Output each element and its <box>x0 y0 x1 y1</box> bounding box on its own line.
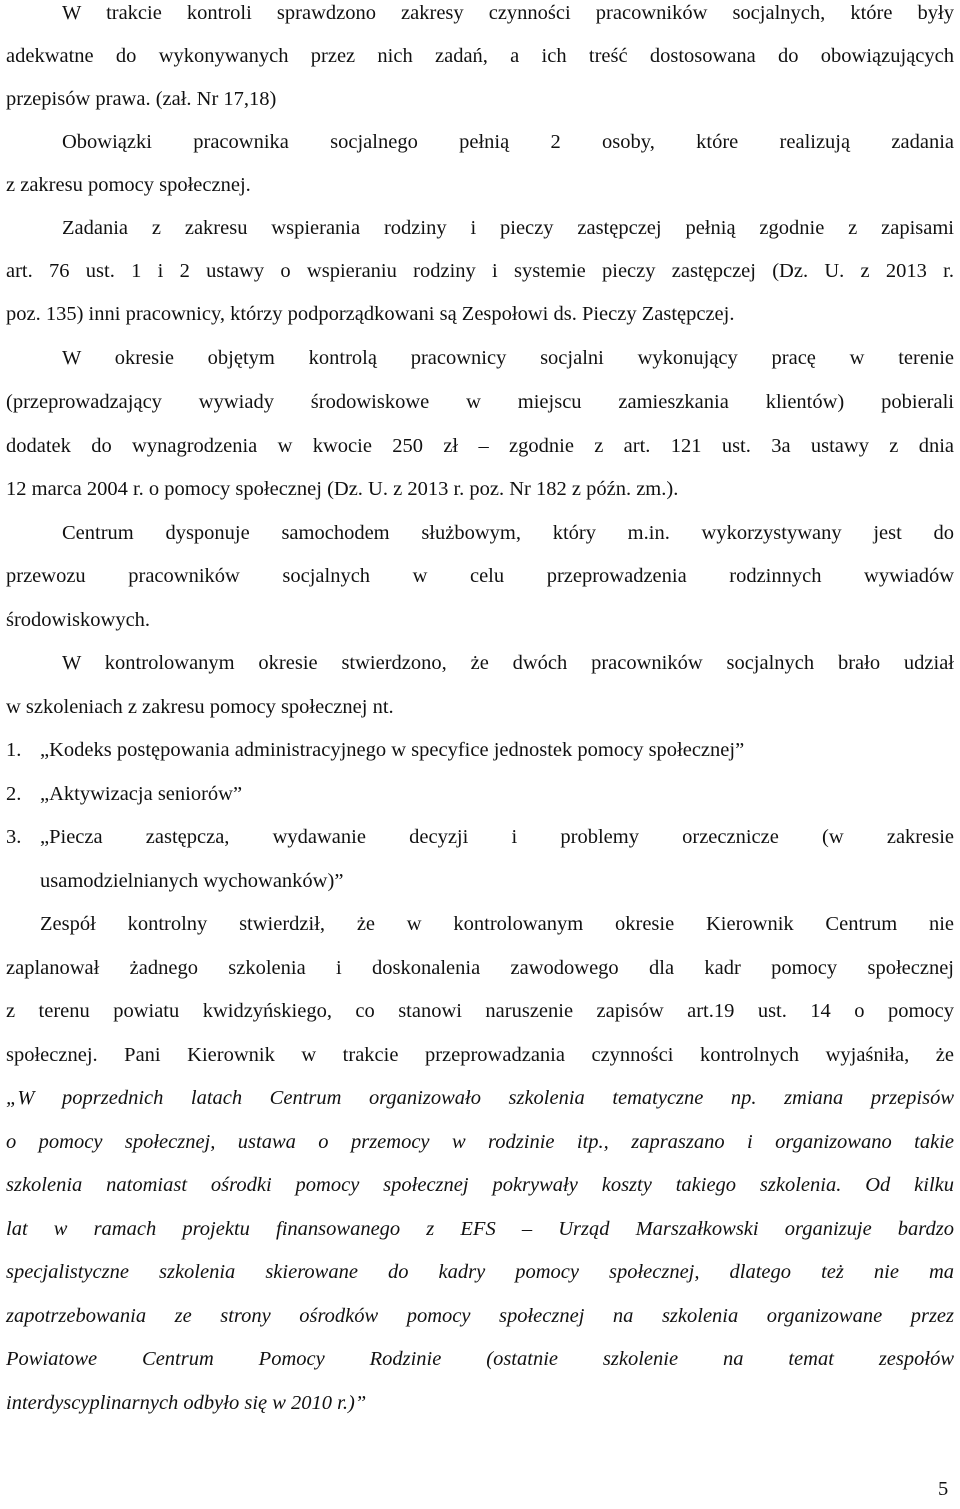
paragraph-line: społecznej. Pani Kierownik w trakcie przeprowadzania czynności kontrolnych wyjaśniła, że <box>6 1044 954 1066</box>
list-text: „Aktywizacja seniorów” <box>40 783 243 805</box>
paragraph-line: Obowiązki pracownika socjalnego pełnią 2 osoby, które realizują zadania <box>62 131 954 153</box>
quote-line: lat w ramach projektu finansowanego z EFS – Urząd Marszałkowski organizuje bardzo <box>6 1218 954 1240</box>
page-number: 5 <box>938 1478 949 1500</box>
paragraph-line: z terenu powiatu kwidzyńskiego, co stanowi naruszenie zapisów art.19 ust. 14 o pomocy <box>6 1000 954 1022</box>
paragraph-line: Zadania z zakresu wspierania rodziny i pieczy zastępczej pełnią zgodnie z zapisami <box>62 217 954 239</box>
paragraph-line: w szkoleniach z zakresu pomocy społecznej nt. <box>6 696 394 718</box>
quote-line: o pomocy społecznej, ustawa o przemocy w rodzinie itp., zapraszano i organizowano takie <box>6 1131 954 1153</box>
paragraph-line: przewozu pracowników socjalnych w celu przeprowadzenia rodzinnych wywiadów <box>6 565 954 587</box>
list-text: „Kodeks postępowania administracyjnego w specyfice jednostek pomocy społecznej” <box>40 739 745 761</box>
quote-line: szkolenia natomiast ośrodki pomocy społecznej pokrywały koszty takiego szkolenia. Od kilku <box>6 1174 954 1196</box>
paragraph-line: środowiskowych. <box>6 609 151 631</box>
list-item <box>6 824 954 850</box>
quote-line: specjalistyczne szkolenia skierowane do kadry pomocy społecznej, dlatego też nie ma <box>6 1261 954 1283</box>
quote-line: interdyscyplinarnych odbyło się w 2010 r.)” <box>6 1392 367 1414</box>
list-text-continuation: usamodzielnianych wychowanków)” <box>40 870 344 892</box>
paragraph-line: W kontrolowanym okresie stwierdzono, że dwóch pracowników socjalnych brało udział <box>62 652 954 674</box>
list-text: „Piecza zastępcza, wydawanie decyzji i problemy orzecznicze (w zakresie <box>40 826 954 848</box>
list-number: 2. <box>6 783 22 805</box>
paragraph-line: W trakcie kontroli sprawdzono zakresy czynności pracowników socjalnych, które były <box>62 2 954 24</box>
paragraph-line: z zakresu pomocy społecznej. <box>6 174 251 196</box>
paragraph-line: art. 76 ust. 1 i 2 ustawy o wspieraniu rodziny i systemie pieczy zastępczej (Dz. U. z 2013 r. <box>6 260 954 282</box>
paragraph-line: przepisów prawa. (zał. Nr 17,18) <box>6 88 277 110</box>
list-number: 1. <box>6 739 22 761</box>
paragraph-line: dodatek do wynagrodzenia w kwocie 250 zł – zgodnie z art. 121 ust. 3a ustawy z dnia <box>6 435 954 457</box>
paragraph-line: Centrum dysponuje samochodem służbowym, który m.in. wykorzystywany jest do <box>62 522 954 544</box>
quote-line: zapotrzebowania ze strony ośrodków pomocy społecznej na szkolenia organizowane przez <box>6 1305 954 1327</box>
paragraph-line: adekwatne do wykonywanych przez nich zadań, a ich treść dostosowana do obowiązujących <box>6 45 954 67</box>
list-item <box>6 781 954 807</box>
paragraph-line: 12 marca 2004 r. o pomocy społecznej (Dz. U. z 2013 r. poz. Nr 182 z późn. zm.). <box>6 478 679 500</box>
paragraph-line: Zespół kontrolny stwierdził, że w kontrolowanym okresie Kierownik Centrum nie <box>40 913 954 935</box>
paragraph-line: W okresie objętym kontrolą pracownicy socjalni wykonujący pracę w terenie <box>62 347 954 369</box>
paragraph-line: (przeprowadzający wywiady środowiskowe w miejscu zamieszkania klientów) pobierali <box>6 391 954 413</box>
quote-line: Powiatowe Centrum Pomocy Rodzinie (ostatnie szkolenie na temat zespołów <box>6 1348 954 1370</box>
quote-line: „W poprzednich latach Centrum organizowało szkolenia tematyczne np. zmiana przepisów <box>6 1087 954 1109</box>
paragraph-line: poz. 135) inni pracownicy, którzy podporządkowani są Zespołowi ds. Pieczy Zastępczej. <box>6 303 735 325</box>
list-item <box>6 737 954 763</box>
list-number: 3. <box>6 826 22 848</box>
paragraph-line: zaplanował żadnego szkolenia i doskonalenia zawodowego dla kadr pomocy społecznej <box>6 957 954 979</box>
